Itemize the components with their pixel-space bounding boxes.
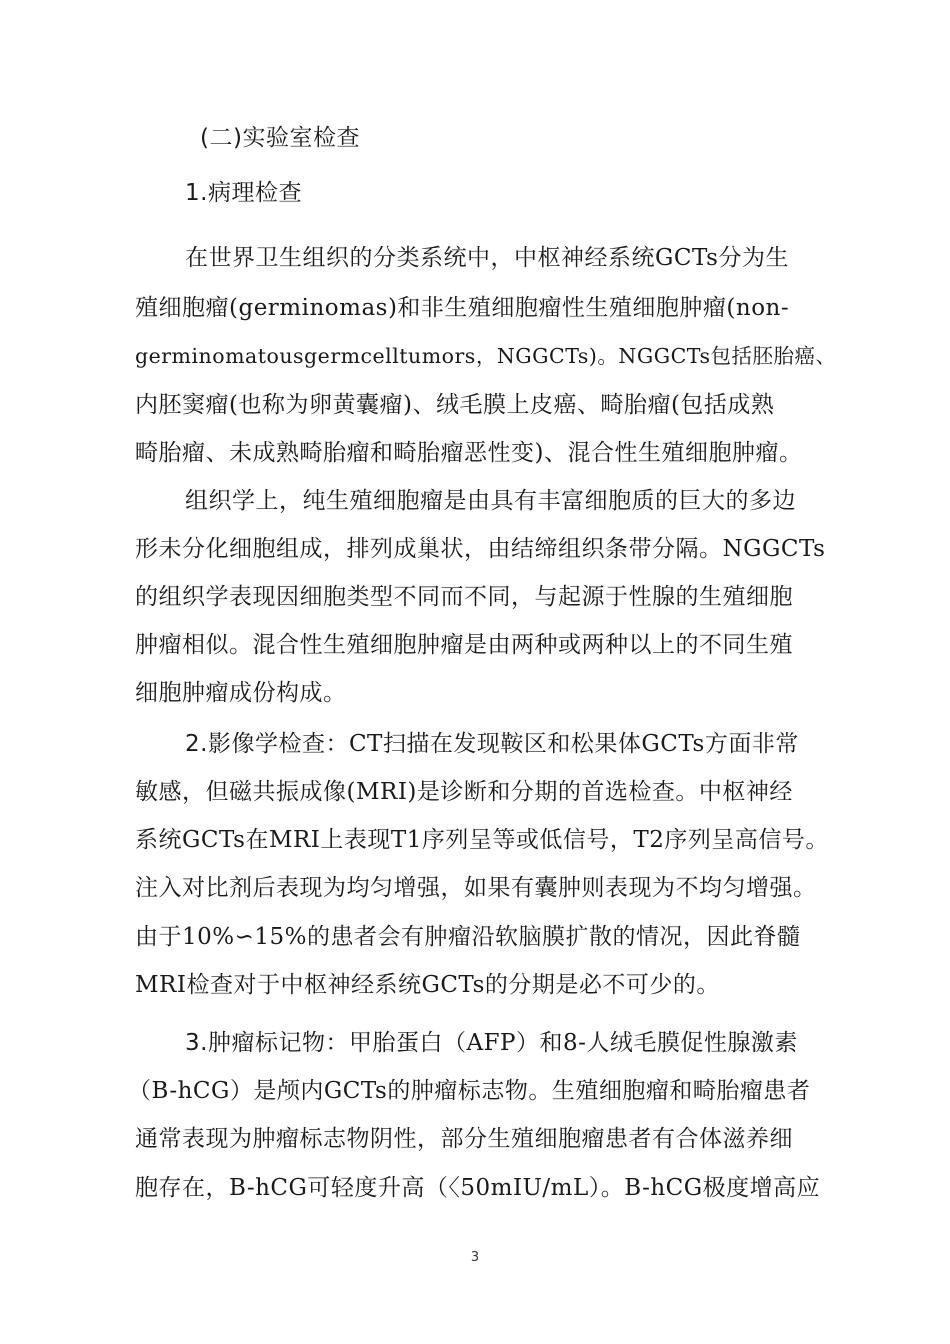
text-line: germinomatousgermcelltumors，NGGCTs)。NGGCTs包括胚胎癌、 [135,344,837,368]
text-line: 敏感，但磁共振成像(MRI)是诊断和分期的首选检查。中枢神经 [135,779,793,805]
text-line: 系统GCTs在MRI上表现T1序列呈等或低信号，T2序列呈高信号。 [135,827,829,853]
text-line: 由于10%∽15%的患者会有肿瘤沿软脑膜扩散的情况，因此脊髓 [135,924,801,950]
text-line: 肿瘤相似。混合性生殖细胞肿瘤是由两种或两种以上的不同生殖 [135,632,793,658]
page-number: 3 [470,1250,480,1265]
text-line: （B-hCG）是颅内GCTs的肿瘤标志物。生殖细胞瘤和畸胎瘤患者 [128,1078,811,1104]
text-line: 畸胎瘤、未成熟畸胎瘤和畸胎瘤恶性变)、混合性生殖细胞肿瘤。 [135,440,803,466]
markers-label: 3.肿瘤标记物 [185,1030,326,1056]
text-line: 通常表现为肿瘤标志物阴性，部分生殖细胞瘤患者有合体滋养细 [135,1126,793,1152]
text-line: 3.肿瘤标记物：甲胎蛋白（AFP）和8-人绒毛膜促性腺激素 [185,1030,798,1056]
text-line: 内胚窦瘤(也称为卵黄囊瘤)、绒毛膜上皮癌、畸胎瘤(包括成熟 [135,392,775,418]
imaging-label: 2.影像学检查 [185,731,326,757]
text-line: 组织学上，纯生殖细胞瘤是由具有丰富细胞质的巨大的多边 [185,488,796,514]
text-line: 形未分化细胞组成，排列成巢状，由结缔组织条带分隔。NGGCTs [135,536,826,562]
text-line: 胞存在，B-hCG可轻度升高（〈50mIU/mL）。B-hCG极度增高应 [135,1175,821,1201]
section-heading: (二)实验室检查 [200,125,360,151]
text-line: 注入对比剂后表现为均匀增强，如果有囊肿则表现为不均匀增强。 [135,875,817,901]
text-line: 的组织学表现因细胞类型不同而不同，与起源于性腺的生殖细胞 [135,584,793,610]
subheading-pathology: 1.病理检查 [185,180,302,206]
text-line: 殖细胞瘤(germinomas)和非生殖细胞瘤性生殖细胞肿瘤(non- [135,295,790,321]
text-line: 细胞肿瘤成份构成。 [135,680,347,706]
text-line: MRI检查对于中枢神经系统GCTs的分期是必不可少的。 [135,972,720,998]
text-line: 在世界卫生组织的分类系统中，中枢神经系统GCTs分为生 [185,245,789,271]
text-line: 2.影像学检查：CT扫描在发现鞍区和松果体GCTs方面非常 [185,731,799,757]
